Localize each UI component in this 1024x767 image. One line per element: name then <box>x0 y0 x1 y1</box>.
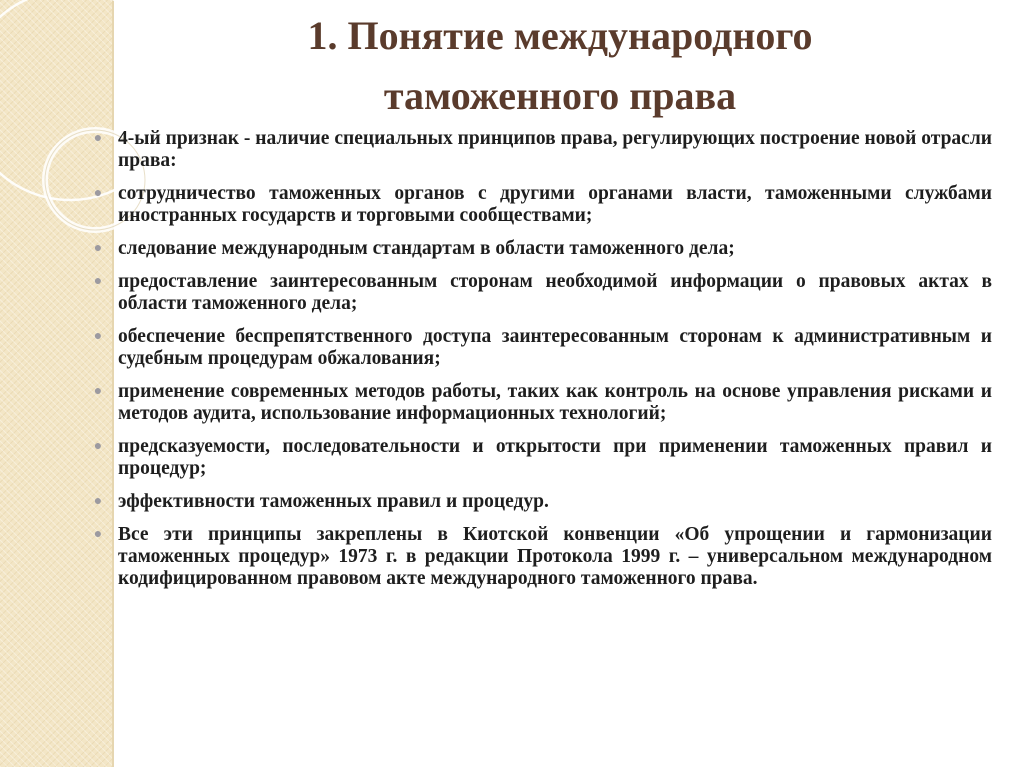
bullet-icon: ● <box>93 527 103 542</box>
bullet-icon: ● <box>93 494 103 509</box>
list-item-text: обеспечение беспрепятственного доступа заинтересованным сторонам к административным и судебным процедурам обжалования; <box>118 326 992 369</box>
list-item-text: Все эти принципы закреплены в Киотской конвенции «Об упрощении и гармонизации таможенных процедур» 1973 г. в редакции Протокола 1999 г. – универсальном международном кодифицированном правовом акте международного таможенного права. <box>118 524 992 589</box>
bullet-icon: ● <box>93 186 103 201</box>
bullet-list <box>90 128 992 590</box>
list-item <box>90 524 992 590</box>
list-item <box>90 128 992 172</box>
list-item-text: применение современных методов работы, таких как контроль на основе управления рисками и методов аудита, использование информационных технологий; <box>118 381 992 424</box>
list-item <box>90 326 992 370</box>
slide-title-line-1: 1. Понятие международного <box>307 13 813 58</box>
bullet-icon: ● <box>93 131 103 146</box>
list-item <box>90 238 992 260</box>
bullet-icon: ● <box>93 439 103 454</box>
list-item <box>90 183 992 227</box>
bullet-icon: ● <box>93 329 103 344</box>
bullet-icon: ● <box>93 241 103 256</box>
bullet-icon: ● <box>93 274 103 289</box>
list-item-text: предсказуемости, последовательности и открытости при применении таможенных правил и процедур; <box>118 436 992 479</box>
list-item <box>90 436 992 480</box>
list-item <box>90 271 992 315</box>
list-item-text: предоставление заинтересованным сторонам необходимой информации о правовых актах в области таможенного дела; <box>118 271 992 314</box>
list-item-text: 4-ый признак - наличие специальных принципов права, регулирующих построение новой отрасли права: <box>118 128 992 171</box>
list-item-text: сотрудничество таможенных органов с другими органами власти, таможенными службами иностранных государств и торговыми сообществами; <box>118 183 992 226</box>
list-item <box>90 491 992 513</box>
list-item-text: следование международным стандартам в области таможенного дела; <box>118 238 735 259</box>
list-item <box>90 381 992 425</box>
list-item-text: эффективности таможенных правил и процедур. <box>118 491 549 512</box>
slide-title-line-2: таможенного права <box>383 73 737 118</box>
bullet-icon: ● <box>93 384 103 399</box>
slide-content <box>90 128 992 601</box>
